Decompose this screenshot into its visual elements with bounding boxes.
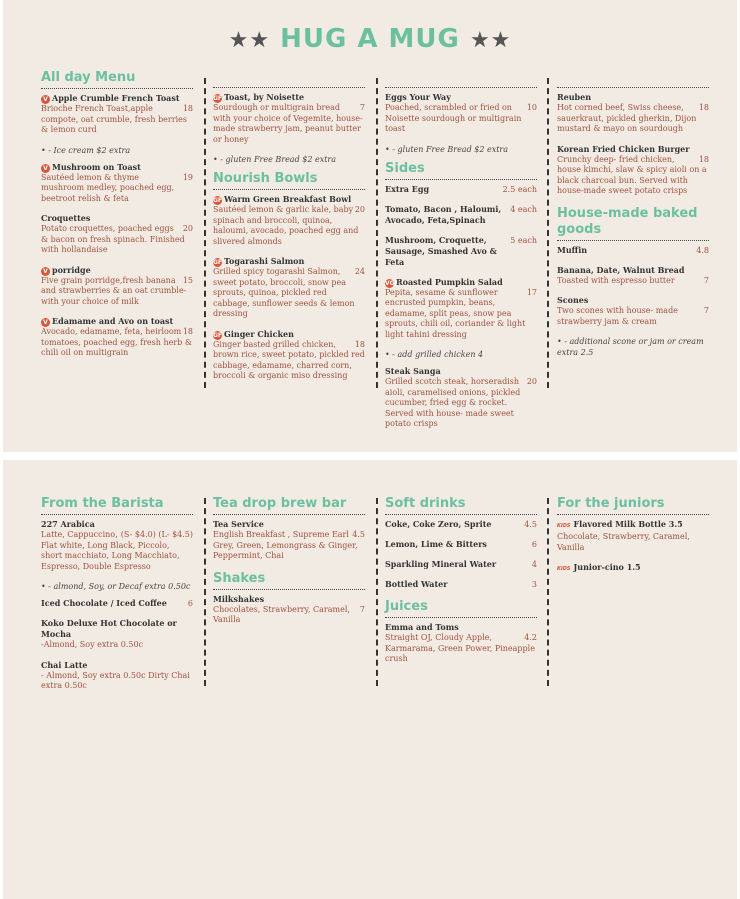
item-price: 6 [187, 599, 193, 608]
item-name [385, 235, 510, 268]
item-description-text: Grilled spicy togarashi Salmon, sweet potato, broccoli, snow pea sprouts, quinoa, pickled red cabbage, sunflower seeds & lemon dressing [213, 267, 355, 318]
item-price: 7 [703, 306, 709, 315]
item-name [41, 213, 193, 224]
extra-note: • - gluten Free Bread $2 extra [385, 144, 509, 154]
section-heading: Sides [385, 161, 537, 180]
item-description [557, 276, 709, 287]
item-name [41, 660, 193, 671]
item-description-text: Sautéed lemon & thyme mushroom medley, poached egg, beetroot relish & feta [41, 172, 175, 203]
item-name [557, 265, 709, 276]
item-description-text: - Almond, Soy extra 0.50c Dirty Chai extra 0.50c [41, 670, 190, 690]
menu-item-list [385, 277, 537, 430]
item-name [385, 92, 537, 103]
item-price: (S- $4.0) (L- $4.5) [120, 530, 193, 539]
menu-item-row [385, 539, 537, 550]
menu-item [385, 519, 537, 530]
item-name-text: Banana, Date, Walnut Bread [557, 264, 685, 275]
item-description [385, 103, 537, 135]
item-name-text: Tea Service [213, 519, 264, 529]
menu-item-list [41, 519, 193, 692]
item-name-text: Junior-cino [573, 562, 624, 572]
item-name-text: Emma and Toms [385, 622, 459, 632]
item-name-text: Scones [557, 295, 589, 305]
item-name-text: Chai Latte [41, 659, 88, 670]
item-name [41, 618, 193, 640]
item-price: 7 [359, 604, 365, 614]
item-description [41, 640, 193, 651]
item-price: 10 [526, 103, 537, 112]
menu-item-list [385, 184, 537, 268]
extra-note: • - gluten Free Bread $2 extra [213, 155, 337, 164]
item-name-text: Mushroom, Croquette, Sausage, Smashed Avo & Feta [385, 234, 497, 267]
dietary-badge: V [41, 95, 50, 104]
item-name [557, 295, 709, 306]
item-description [385, 633, 537, 665]
dietary-badge: V [41, 267, 50, 276]
item-description-text: Two scones with house- made strawberry jam & cream [557, 306, 678, 326]
item-description-text: Crunchy deep- fried chicken, house kimchi, slaw & spicy aioli on a black charcoal bun. Served with house-made sweet potato crisps [557, 154, 707, 195]
item-description [41, 327, 193, 359]
star-icon: ★★ [469, 28, 512, 53]
item-price: 20 [182, 224, 193, 233]
section-heading: Tea drop brew bar [213, 496, 365, 515]
item-name [213, 256, 365, 267]
item-name-text: Bottled Water [385, 579, 448, 589]
menu-item [385, 235, 537, 268]
menu-item-row [385, 235, 537, 268]
item-name-text: Korean Fried Chicken Burger [557, 143, 690, 154]
item-description [41, 104, 193, 136]
menu-item [41, 316, 193, 359]
menu-item [41, 265, 193, 308]
item-description-text: Sautéed lemon & garlic kale, baby spinach and broccoli, quinoa, haloumi, avocado, poached egg and slivered almonds [213, 205, 359, 246]
menu-item [41, 162, 193, 205]
item-name [41, 519, 193, 530]
menu-item [385, 204, 537, 226]
column-divider [204, 78, 206, 388]
item-name [385, 519, 524, 530]
item-price: 18 [354, 339, 365, 349]
item-price: 20 [354, 205, 365, 214]
item-price: 3.5 [668, 519, 683, 529]
item-name-text: Iced Chocolate / Iced Coffee [41, 598, 167, 608]
item-description-text: Pepita, sesame & sunflower encrusted pumpkin, beans, edamame, split peas, snow pea sprouts, chili oil, coriander & light light tahini dressing [385, 287, 526, 339]
menu-item-row [41, 598, 193, 609]
item-price: 4.8 [696, 245, 709, 255]
section-divider [557, 80, 709, 88]
menu-item-row [385, 204, 537, 226]
menu-item [41, 213, 193, 256]
item-description [41, 173, 193, 205]
column-sandwiches-baked [557, 80, 709, 364]
menu-item-list [41, 93, 193, 359]
item-price: 17 [526, 287, 537, 297]
column-divider [204, 498, 206, 686]
item-description [213, 340, 365, 382]
menu-item [385, 539, 537, 550]
menu-item [213, 92, 365, 145]
item-description-text: Avocado, edamame, feta, heirloom tomatoes, poached egg, fresh herb & chili oil on multigrain [41, 327, 192, 357]
item-name-text: Sparkling Mineral Water [385, 559, 497, 569]
item-name-text: Croquettes [41, 213, 91, 223]
dietary-badge: GF [213, 331, 223, 339]
dietary-badge: VGF [385, 279, 399, 287]
item-name [557, 562, 709, 575]
dietary-badge: V [41, 164, 50, 173]
item-name [41, 265, 193, 276]
menu-item-list [557, 245, 709, 328]
item-description-text: Ginger basted grilled chicken, brown rice, sweet potato, pickled red cabbage, edamame, charred corn, broccoli & organic miso dressing [213, 339, 365, 380]
menu-item [557, 144, 709, 197]
menu-item [41, 618, 193, 651]
item-price: 18 [182, 104, 193, 113]
menu-item [385, 366, 537, 430]
item-name [385, 579, 532, 590]
menu-item-list [213, 194, 365, 382]
item-name-text: Milkshakes [213, 593, 265, 604]
menu-item [41, 598, 193, 609]
menu-item [213, 594, 365, 626]
menu-item [213, 329, 365, 382]
item-name [557, 245, 696, 256]
item-name [385, 539, 532, 550]
item-price: 4.5 [524, 520, 537, 529]
item-description [385, 377, 537, 430]
item-description [557, 306, 709, 327]
section-heading: Juices [385, 599, 537, 618]
section-heading: All day Menu [41, 70, 193, 89]
menu-item-row [385, 184, 537, 195]
menu-item-list [557, 519, 709, 575]
menu-item [557, 245, 709, 256]
item-description [41, 671, 193, 692]
item-name [557, 92, 709, 103]
item-price: 6 [531, 540, 537, 549]
item-name-text: Muffin [557, 244, 588, 255]
menu-item [41, 519, 193, 572]
menu-item [213, 256, 365, 320]
item-name-text: Reuben [557, 92, 592, 102]
menu-item [213, 194, 365, 247]
section-heading: Soft drinks [385, 496, 537, 515]
item-name-text: Koko Deluxe Hot Chocolate or Mocha [41, 618, 177, 639]
menu-item [385, 579, 537, 590]
column-divider [547, 498, 549, 686]
item-name [41, 93, 193, 104]
menu-item [385, 277, 537, 341]
menu-item-list [213, 92, 365, 165]
item-name-text: Lemon, Lime & Bitters [385, 539, 487, 549]
extra-note: • - almond, Soy, or Decaf extra 0.50c [41, 582, 191, 591]
menu-item-row [557, 245, 709, 256]
item-description [213, 103, 365, 145]
item-price: 4 each [510, 204, 537, 214]
menu-item [557, 265, 709, 287]
item-name [385, 559, 532, 570]
column-tea-shakes [213, 496, 365, 635]
dietary-badge: GF [213, 197, 223, 204]
menu-item-list [557, 92, 709, 197]
item-name-text: Toast, by Noisette [224, 92, 305, 102]
column-eggs-sides [385, 80, 537, 439]
item-name-text: Edamame and Avo on toast [52, 316, 174, 326]
item-name-text: Extra Egg [385, 183, 430, 194]
menu-item [557, 562, 709, 575]
menu-item-list [385, 622, 537, 665]
item-description [557, 155, 709, 197]
section-divider [213, 80, 365, 88]
menu-item [213, 519, 365, 562]
item-description [213, 605, 365, 626]
column-soft-juices [385, 496, 537, 674]
item-price: 1.5 [626, 562, 641, 572]
menu-item [385, 92, 537, 135]
item-description-text: Hot corned beef, Swiss cheese, sauerkraut, pickled gherkin, Dijon mustard & mayo on sourdough [557, 103, 697, 133]
item-description [213, 530, 365, 562]
item-name [213, 594, 365, 605]
item-price: 3 [531, 580, 537, 589]
menu-item [557, 519, 709, 553]
item-price: 5 each [510, 235, 537, 245]
extra-note: • - Ice cream $2 extra [41, 145, 131, 155]
item-name-text: porridge [52, 264, 91, 275]
item-description-text: English Breakfast , Supreme Earl Grey, Green, Lemongrass & Ginger, Peppermint, Chai [213, 530, 358, 560]
item-name [385, 277, 537, 288]
menu-item-row [385, 579, 537, 590]
menu-item-list [385, 519, 537, 590]
column-divider [376, 78, 378, 388]
item-name [213, 92, 365, 103]
item-description [41, 276, 193, 308]
item-name-text: Togarashi Salmon [224, 256, 305, 266]
item-name-text: Apple Crumble French Toast [52, 93, 180, 103]
menu-item [41, 93, 193, 136]
menu-item [385, 622, 537, 665]
menu-item-row [385, 559, 537, 570]
item-price: 15 [182, 275, 193, 285]
menu-title-text: HUG A MUG [280, 24, 460, 54]
column-toast-bowls [213, 80, 365, 391]
item-name-text: 227 Arabica [41, 519, 95, 529]
item-name [385, 622, 537, 633]
item-name-text: Coke, Coke Zero, Sprite [385, 519, 492, 529]
column-divider [376, 498, 378, 686]
item-name [385, 184, 503, 195]
section-heading: Shakes [213, 571, 365, 590]
column-juniors [557, 496, 709, 584]
item-name-text: Mushroom on Toast [52, 161, 141, 172]
item-name [213, 329, 365, 340]
item-description [213, 205, 365, 247]
item-description-text: Brioche French Toast,apple compote, oat crumble, fresh berries & lemon curd [41, 104, 187, 134]
item-description-text: Poached, scrambled or fried on Noisette sourdough or multigrain toast [385, 103, 522, 133]
menu-item-list [385, 92, 537, 155]
item-price: 7 [703, 275, 709, 285]
section-heading: From the Barista [41, 496, 193, 515]
item-price: 18 [182, 327, 193, 336]
menu-item [557, 295, 709, 327]
item-price: 2.5 each [502, 184, 537, 194]
item-description-text: Chocolates, Strawberry, Caramel, Vanilla [213, 604, 350, 624]
item-name [213, 194, 365, 205]
kids-label: KIDS [557, 566, 571, 572]
star-icon: ★★ [228, 28, 271, 53]
item-price: 24 [354, 267, 365, 276]
item-description: Chocolate, Strawberry, Caramel, Vanilla [557, 532, 690, 552]
item-name [385, 204, 510, 226]
item-name [41, 598, 188, 609]
menu-item [557, 92, 709, 135]
item-description-text: Latte, Cappuccino, Flat white, Long Black, Piccolo, short macchiato, Long Macchiato, Espresso, Double Espresso [41, 530, 180, 571]
section-divider [385, 80, 537, 88]
menu-item [385, 184, 537, 195]
item-name-text: Ginger Chicken [224, 328, 294, 339]
item-description-text: Grilled scotch steak, horseradish aioli, caramelised onions, pickled cucumber, fried egg & rocket. Served with house- made sweet potato crisps [385, 377, 521, 428]
menu-title [0, 24, 740, 54]
item-price: 4 [531, 560, 537, 569]
kids-label: KIDS [557, 523, 571, 529]
item-description-text: Straight OJ, Cloudy Apple, Karmarama, Green Power, Pineapple crush [385, 633, 535, 663]
extra-note: • - add grilled chicken 4 [385, 350, 484, 359]
section-heading: For the juniors [557, 496, 709, 515]
item-name-text: Warm Green Breakfast Bowl [224, 194, 352, 204]
item-name [41, 162, 193, 173]
item-description [41, 224, 193, 256]
menu-item [41, 660, 193, 692]
item-price: 18 [698, 154, 709, 164]
item-price: 7 [359, 103, 365, 112]
item-name-text: Eggs Your Way [385, 92, 451, 102]
dietary-badge: V [41, 318, 50, 327]
item-description-text: Toasted with espresso butter [557, 275, 675, 285]
item-price: 20 [526, 377, 537, 386]
section-heading: Nourish Bowls [213, 171, 365, 190]
menu-item-list [213, 594, 365, 626]
item-description-text: -Almond, Soy extra 0.50c [41, 640, 144, 649]
item-name-text: Steak Sanga [385, 366, 441, 376]
item-name [385, 366, 537, 377]
item-name-text: Tomato, Bacon , Haloumi, Avocado, Feta,Spinach [385, 203, 502, 225]
extra-note: • - additional scone or jam or cream extra 2.5 [557, 337, 704, 357]
item-name [557, 144, 709, 155]
menu-item-row [385, 519, 537, 530]
item-description [213, 267, 365, 320]
menu-item-list [213, 519, 365, 562]
column-all-day [41, 70, 193, 368]
item-name-text: Flavored Milk Bottle [573, 519, 666, 529]
column-divider [547, 78, 549, 388]
item-name-text: Roasted Pumpkin Salad [396, 276, 503, 287]
item-description-text: Sourdough or multigrain bread with your choice of Vegemite, house-made strawberry jam, peanut butter or honey [213, 103, 363, 144]
item-price: 18 [698, 103, 709, 112]
item-price: 19 [182, 172, 193, 182]
item-price: 4.5 [352, 530, 365, 539]
section-heading: House-made baked goods [557, 206, 709, 241]
item-description-text: Five grain porridge,fresh banana and strawberries & an oat crumble-with your choice of milk [41, 275, 187, 306]
item-description [41, 530, 193, 572]
menu-item [385, 559, 537, 570]
column-barista [41, 496, 193, 701]
item-price: 4.2 [524, 633, 537, 642]
item-description-text: Potato croquettes, poached eggs & bacon on fresh spinach. Finished with hollandaise [41, 224, 185, 254]
item-description [385, 288, 537, 341]
item-description [557, 103, 709, 135]
item-name [41, 316, 193, 327]
dietary-badge: GF [213, 95, 223, 102]
dietary-badge: GF [213, 259, 223, 266]
item-name [557, 519, 709, 532]
item-name [213, 519, 365, 530]
